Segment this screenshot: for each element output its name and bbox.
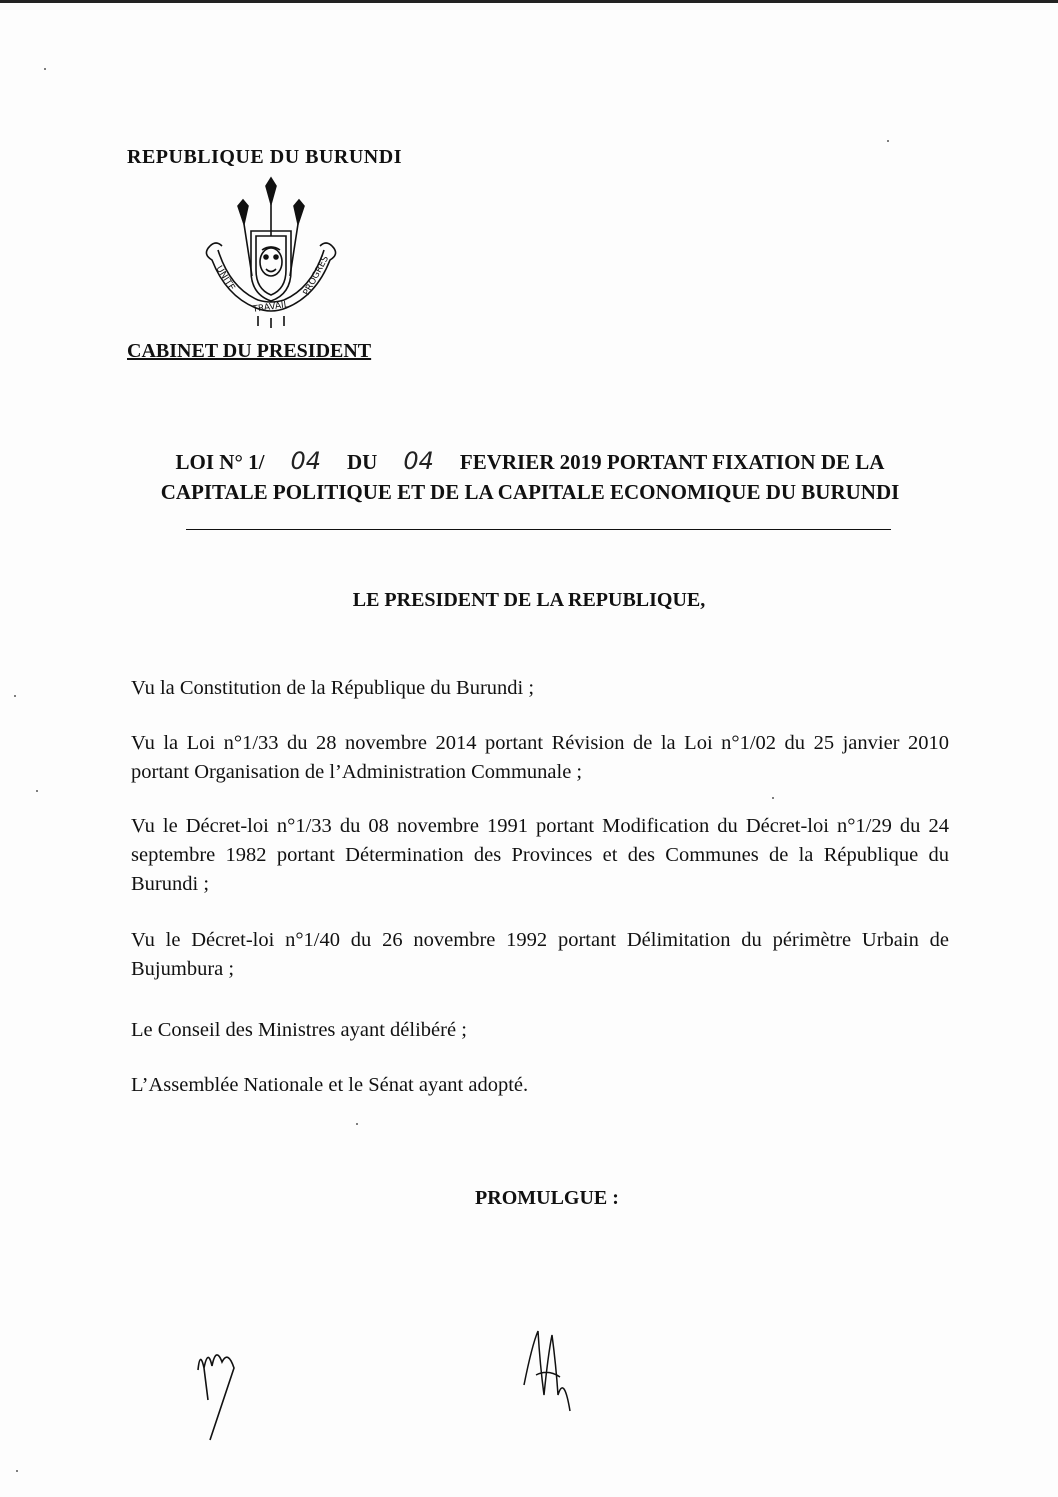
president-heading: LE PRESIDENT DE LA REPUBLIQUE, [352,589,706,611]
visa-decret-loi-1-40: Vu le Décret-loi n°1/40 du 26 novembre 1992 portant Délimitation du périmètre Urbain de Bujumbura ; [131,929,949,980]
scan-speck [356,1123,358,1125]
law-title-line-1 [110,446,950,477]
motto-left: UNITE [213,264,237,293]
country-name: REPUBLIQUE DU BURUNDI [127,146,402,168]
scan-speck [772,797,774,799]
visa-constitution: Vu la Constitution de la République du Burundi ; [131,677,535,699]
motto-right: PROGRES [301,254,332,298]
visa-loi-1-33: Vu la Loi n°1/33 du 28 novembre 2014 portant Révision de la Loi n°1/02 du 25 janvier 2010 portant Organisation de l’Administration Communale ; [131,732,949,783]
law-title-rest: FEVRIER 2019 PORTANT FIXATION DE LA [459,450,885,474]
signature-icon [190,1340,250,1460]
scan-top-edge [0,0,1058,3]
law-title-line-2: CAPITALE POLITIQUE ET DE LA CAPITALE ECONOMIQUE DU BURUNDI [160,480,900,504]
scan-speck [887,140,889,142]
cabinet-heading: CABINET DU PRESIDENT [127,340,372,362]
title-divider [186,529,891,530]
scan-speck [16,1470,18,1472]
scan-speck [14,695,16,697]
law-du: DU [347,450,378,474]
motto-center: TRAVAIL [252,300,290,315]
visa-assemblee-senat: L’Assemblée Nationale et le Sénat ayant adopté. [131,1074,529,1096]
visa-decret-loi-1-33: Vu le Décret-loi n°1/33 du 08 novembre 1991 portant Modification du Décret-loi n°1/29 du 24 septembre 1982 portant Détermination des Provinces et des Communes de la République du Burundi ; [131,815,949,895]
law-number-handwritten: 04 [290,447,321,475]
law-prefix: LOI N° 1/ [175,450,265,474]
promulgue-heading: PROMULGUE : [475,1187,619,1209]
visa-conseil-ministres: Le Conseil des Ministres ayant délibéré ; [131,1019,467,1041]
burundi-coat-of-arms-icon [196,176,346,332]
scan-speck [36,790,38,792]
scan-speck [44,68,46,70]
law-day-handwritten: 04 [403,447,434,475]
law-title [110,446,950,507]
initials-icon [518,1325,578,1415]
